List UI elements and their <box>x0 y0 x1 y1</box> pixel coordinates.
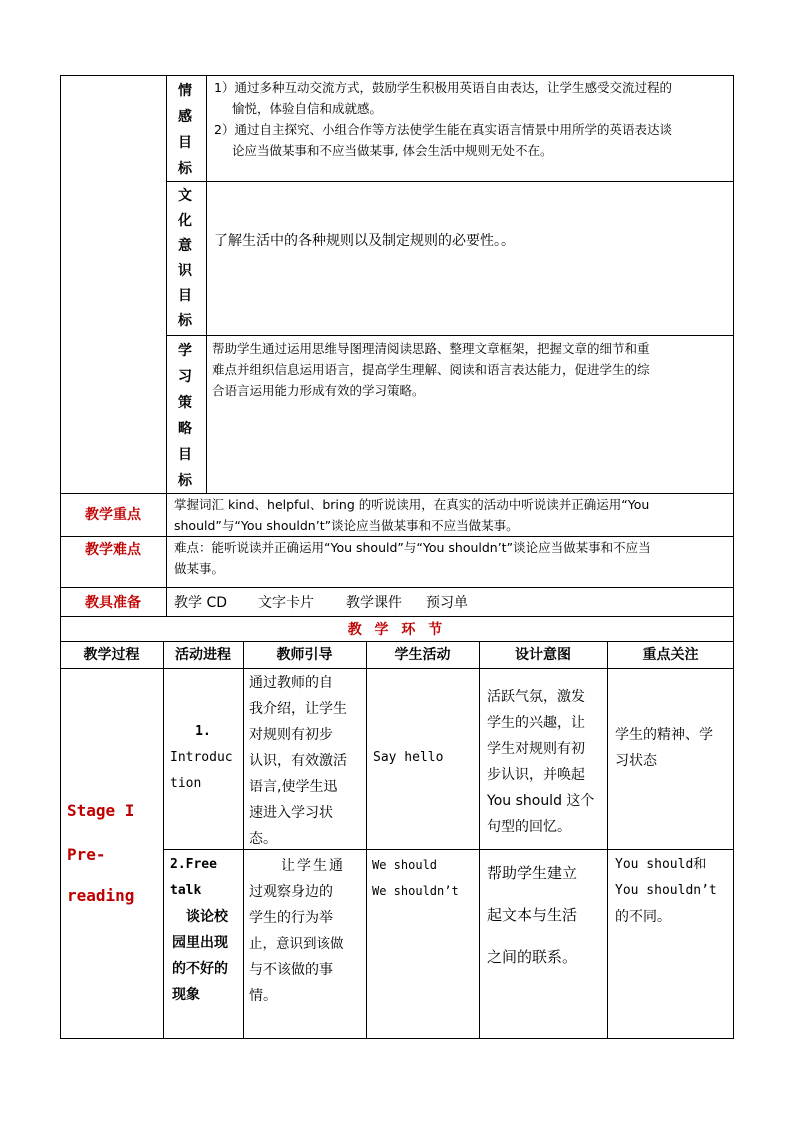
col-divider <box>243 641 244 1039</box>
stage-line: Pre- <box>67 845 106 864</box>
table-right-border <box>733 75 734 1039</box>
text-line: 1. <box>195 724 211 739</box>
col-divider <box>479 641 480 1039</box>
row-divider <box>60 587 734 588</box>
label-char: 学 <box>178 343 192 359</box>
student-activity-cell: Say hello <box>373 750 444 765</box>
label-col-divider <box>166 493 167 617</box>
text-line: 习状态 <box>615 753 657 769</box>
label-char: 习 <box>178 369 192 385</box>
text-line: 合语言运用能力形成有效的学习策略。 <box>212 383 425 398</box>
text-line: 2.Free <box>170 857 217 872</box>
material-item: 教学课件 <box>346 595 402 611</box>
text-line: 现象 <box>172 987 200 1003</box>
text-line: 的不好的 <box>172 961 228 977</box>
col-divider <box>366 641 367 1039</box>
row-divider <box>60 668 734 669</box>
text-line: You should和 <box>615 857 707 872</box>
text-line: 止，意识到该做 <box>249 936 344 952</box>
text-line: 态。 <box>249 831 277 847</box>
text-line: We shouldn’t <box>372 884 459 898</box>
text-line: 难点：能听说读并正确运用“You should”与“You shouldn’t”谈论应当做某事和不应当 <box>174 540 651 555</box>
stage-line: Stage I <box>67 801 135 820</box>
culture-goal-text: 了解生活中的各种规则以及制定规则的必要性。。 <box>214 233 515 249</box>
column-header: 教师引导 <box>276 647 333 663</box>
text-line: 速进入学习状 <box>249 805 333 821</box>
row-divider <box>166 335 734 336</box>
text-line: 起文本与生活 <box>487 906 578 924</box>
text-line: 难点并组织信息运用语言，提高学生理解、阅读和语言表达能力，促进学生的综 <box>212 362 650 377</box>
column-header: 设计意图 <box>515 647 571 663</box>
goals-label-divider <box>206 75 207 493</box>
text-line: 掌握词汇 kind、helpful、bring 的听说读用，在真实的活动中听说读并正确运用“You <box>174 497 650 512</box>
text-line: 我介绍，让学生 <box>249 701 347 717</box>
text-line: We should <box>372 858 438 872</box>
text-line: 愉悦，体验自信和成就感。 <box>232 101 383 116</box>
text-line: 对规则有初步 <box>249 727 333 743</box>
stage-line: reading <box>67 886 135 905</box>
difficulties-label: 教学难点 <box>85 542 141 558</box>
label-char: 策 <box>178 395 192 411</box>
text-line: 认识，有效激活 <box>249 753 347 769</box>
text-line: should”与“You shouldn’t”谈论应当做某事和不应当做某事。 <box>174 518 519 533</box>
text-line: 的不同。 <box>615 909 671 925</box>
label-char: 目 <box>178 135 192 151</box>
goals-col-divider <box>166 75 167 493</box>
column-header: 重点关注 <box>642 647 699 663</box>
label-char: 标 <box>178 161 192 177</box>
text-line: 让学生通 <box>281 858 345 874</box>
label-char: 感 <box>178 109 192 125</box>
label-char: 标 <box>178 313 192 329</box>
text-line: 语言,使学生迅 <box>249 779 338 795</box>
label-char: 识 <box>178 263 192 279</box>
column-header: 学生活动 <box>394 647 451 663</box>
material-item: 预习单 <box>426 595 468 611</box>
text-line: 园里出现 <box>172 935 228 951</box>
text-line: 句型的回忆。 <box>487 819 571 835</box>
label-char: 标 <box>178 473 192 489</box>
text-line: 2）通过自主探究、小组合作等方法使学生能在真实语言情景中用所学的英语表达谈 <box>214 122 672 137</box>
table-top-border <box>60 75 734 76</box>
text-line: 情。 <box>249 988 277 1004</box>
text-line: 论应当做某事和不应当做某事, 体会生活中规则无处不在。 <box>232 143 553 158</box>
column-header: 活动进程 <box>175 647 231 663</box>
text-line: 学生的兴趣，让 <box>487 715 585 731</box>
text-line: 学生对规则有初 <box>487 741 585 757</box>
text-line: You shouldn’t <box>615 883 717 898</box>
material-item: 教学 CD <box>174 595 228 611</box>
label-char: 化 <box>178 213 192 229</box>
label-char: 意 <box>178 238 192 254</box>
text-line: 过观察身边的 <box>249 884 333 900</box>
text-line: 帮助学生通过运用思维导图理清阅读思路、整理文章框架，把握文章的细节和重 <box>212 341 650 356</box>
row-divider <box>60 616 734 617</box>
text-line: 步认识，并唤起 <box>487 767 585 783</box>
table-bottom-border <box>60 1038 734 1039</box>
text-line: tion <box>170 776 202 791</box>
row-divider <box>166 181 734 182</box>
text-line: 活跃气氛，激发 <box>487 689 585 705</box>
section-title: 教 学 环 节 <box>347 622 447 638</box>
label-char: 略 <box>178 421 192 437</box>
text-line: 做某事。 <box>174 561 225 576</box>
label-char: 目 <box>178 447 192 463</box>
col-divider <box>607 641 608 1039</box>
col-divider <box>163 641 164 1039</box>
key-points-label: 教学重点 <box>85 507 141 523</box>
materials-label: 教具准备 <box>85 595 141 611</box>
column-header: 教学过程 <box>83 647 140 663</box>
text-line: 谈论校 <box>186 909 228 925</box>
text-line: 与不该做的事 <box>249 962 333 978</box>
label-char: 文 <box>178 188 192 204</box>
text-line: 学生的行为举 <box>249 910 333 926</box>
text-line: 通过教师的自 <box>249 675 333 691</box>
text-line: You should 这个 <box>487 793 595 809</box>
text-line: Introduc <box>170 750 233 765</box>
label-char: 情 <box>178 83 192 99</box>
text-line: 帮助学生建立 <box>487 864 578 882</box>
text-line: talk <box>170 883 202 898</box>
text-line: 1）通过多种互动交流方式，鼓励学生积极用英语自由表达，让学生感受交流过程的 <box>214 80 672 95</box>
material-item: 文字卡片 <box>258 595 314 611</box>
text-line: 学生的精神、学 <box>615 727 713 743</box>
label-char: 目 <box>178 288 192 304</box>
text-line: 之间的联系。 <box>487 948 578 966</box>
